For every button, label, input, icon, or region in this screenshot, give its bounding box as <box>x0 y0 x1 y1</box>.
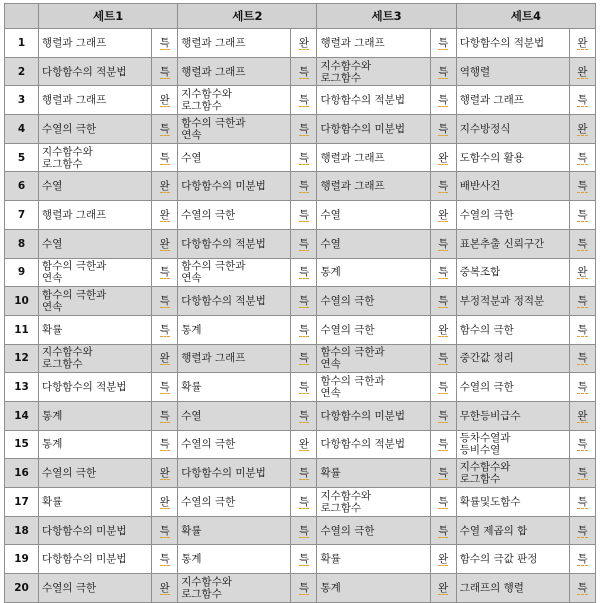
type-tag-cell <box>430 258 456 287</box>
type-tag-cell <box>152 29 178 58</box>
type-tag-cell <box>430 201 456 230</box>
type-tag: 완 <box>159 208 170 221</box>
type-tag: 특 <box>298 266 310 279</box>
topic-cell: 다항함수의 미분법 <box>317 401 430 430</box>
type-tag: 특 <box>298 409 310 422</box>
type-tag: 완 <box>438 323 449 336</box>
type-tag: 특 <box>438 467 449 480</box>
type-tag: 특 <box>577 495 588 508</box>
type-tag-cell <box>291 344 317 373</box>
type-tag: 특 <box>577 381 588 394</box>
type-tag-cell <box>430 459 456 488</box>
type-tag-cell <box>569 29 595 58</box>
topic-cell: 다항함수의 미분법 <box>178 172 291 201</box>
topic-cell: 다항함수의 적분법 <box>317 86 430 115</box>
topic-cell: 지수함수와 로그함수 <box>39 143 152 172</box>
type-tag: 특 <box>577 94 588 107</box>
topic-cell: 확률 <box>39 315 152 344</box>
type-tag: 특 <box>159 524 170 537</box>
topic-cell: 수열의 극한 <box>317 516 430 545</box>
table-row <box>5 258 596 287</box>
type-tag-cell <box>291 201 317 230</box>
type-tag-cell <box>569 488 595 517</box>
topic-cell: 행렬과 그래프 <box>317 29 430 58</box>
type-tag: 특 <box>577 467 588 480</box>
type-tag: 특 <box>438 180 449 193</box>
type-tag: 특 <box>298 581 310 594</box>
table-row <box>5 344 596 373</box>
table-row <box>5 229 596 258</box>
type-tag: 특 <box>298 524 310 537</box>
topic-cell: 다항함수의 미분법 <box>317 115 430 144</box>
type-tag-cell <box>430 430 456 459</box>
topic-cell: 행렬과 그래프 <box>178 344 291 373</box>
type-tag-cell <box>152 344 178 373</box>
type-tag: 특 <box>298 323 310 336</box>
row-number: 4 <box>5 115 39 144</box>
type-tag-cell <box>430 545 456 574</box>
type-tag: 특 <box>298 237 310 250</box>
topic-cell: 수열의 극한 <box>456 373 569 402</box>
type-tag: 완 <box>298 36 310 49</box>
type-tag: 특 <box>438 94 449 107</box>
type-tag-cell <box>291 29 317 58</box>
type-tag: 완 <box>577 409 588 422</box>
topic-cell: 함수의 극한과 연속 <box>317 373 430 402</box>
type-tag-cell <box>291 258 317 287</box>
type-tag: 특 <box>577 295 588 308</box>
type-tag: 특 <box>298 180 310 193</box>
type-tag: 특 <box>438 36 449 49</box>
type-tag: 특 <box>159 36 170 49</box>
type-tag-cell <box>569 258 595 287</box>
topic-cell: 수열 <box>39 172 152 201</box>
type-tag: 완 <box>159 237 170 250</box>
type-tag: 특 <box>577 553 588 566</box>
type-tag-cell <box>430 172 456 201</box>
row-number: 8 <box>5 229 39 258</box>
type-tag: 완 <box>577 65 588 78</box>
type-tag: 완 <box>438 151 449 164</box>
type-tag-cell <box>291 172 317 201</box>
type-tag: 완 <box>298 438 310 451</box>
type-tag: 특 <box>438 295 449 308</box>
type-tag-cell <box>291 430 317 459</box>
topic-cell: 수열의 극한 <box>39 574 152 603</box>
type-tag: 특 <box>298 553 310 566</box>
type-tag-cell <box>569 401 595 430</box>
type-tag: 특 <box>438 381 449 394</box>
type-tag-cell <box>291 459 317 488</box>
row-number: 12 <box>5 344 39 373</box>
topic-cell: 통계 <box>317 574 430 603</box>
type-tag: 특 <box>438 65 449 78</box>
type-tag-cell <box>430 315 456 344</box>
table-body <box>5 29 596 603</box>
type-tag: 완 <box>159 495 170 508</box>
table-header <box>5 4 596 29</box>
table-row <box>5 287 596 316</box>
type-tag: 특 <box>159 266 170 279</box>
topic-cell: 수열의 극한 <box>317 287 430 316</box>
topic-cell: 행렬과 그래프 <box>178 29 291 58</box>
topic-cell: 부정적분과 정적분 <box>456 287 569 316</box>
topic-cell: 다항함수의 적분법 <box>39 57 152 86</box>
type-tag-cell <box>569 172 595 201</box>
type-tag-cell <box>152 172 178 201</box>
topic-cell: 함수의 극한 <box>456 315 569 344</box>
type-tag: 특 <box>577 151 588 164</box>
header-set-2: 세트2 <box>178 4 317 29</box>
type-tag-cell <box>291 373 317 402</box>
topic-cell: 확률 <box>317 545 430 574</box>
topic-cell: 수열의 극한 <box>317 315 430 344</box>
type-tag-cell <box>291 143 317 172</box>
type-tag-cell <box>569 229 595 258</box>
row-number: 15 <box>5 430 39 459</box>
type-tag-cell <box>430 143 456 172</box>
type-tag: 특 <box>438 495 449 508</box>
type-tag: 특 <box>438 438 449 451</box>
topic-cell: 행렬과 그래프 <box>317 172 430 201</box>
type-tag-cell <box>152 287 178 316</box>
topic-cell: 통계 <box>178 315 291 344</box>
type-tag: 특 <box>577 581 588 594</box>
type-tag: 특 <box>298 94 310 107</box>
topic-cell: 함수의 극한과 연속 <box>178 258 291 287</box>
topic-cell: 지수함수와 로그함수 <box>317 57 430 86</box>
topic-cell: 그래프의 행렬 <box>456 574 569 603</box>
type-tag: 완 <box>159 180 170 193</box>
type-tag-cell <box>291 516 317 545</box>
type-tag: 특 <box>438 352 449 365</box>
topic-cell: 수열의 극한 <box>178 488 291 517</box>
type-tag-cell <box>152 315 178 344</box>
topic-cell: 다항함수의 미분법 <box>39 545 152 574</box>
topic-cell: 무한등비급수 <box>456 401 569 430</box>
type-tag-cell <box>152 86 178 115</box>
topic-cell: 함수의 극한과 연속 <box>39 287 152 316</box>
type-tag-cell <box>569 373 595 402</box>
type-tag: 특 <box>298 151 310 164</box>
type-tag-cell <box>152 143 178 172</box>
topic-cell: 통계 <box>39 401 152 430</box>
type-tag-cell <box>152 574 178 603</box>
table-row <box>5 516 596 545</box>
type-tag: 완 <box>577 266 588 279</box>
topic-cell: 도함수의 활용 <box>456 143 569 172</box>
topic-cell: 통계 <box>39 430 152 459</box>
topic-cell: 지수함수와 로그함수 <box>317 488 430 517</box>
type-tag-cell <box>152 201 178 230</box>
topic-cell: 다항함수의 적분법 <box>178 229 291 258</box>
topic-cell: 수열 제곱의 합 <box>456 516 569 545</box>
type-tag: 완 <box>159 352 170 365</box>
topic-cell: 행렬과 그래프 <box>39 201 152 230</box>
row-number: 9 <box>5 258 39 287</box>
type-tag-cell <box>291 86 317 115</box>
row-number: 10 <box>5 287 39 316</box>
type-tag-cell <box>152 430 178 459</box>
type-tag-cell <box>430 115 456 144</box>
topic-cell: 행렬과 그래프 <box>178 57 291 86</box>
type-tag-cell <box>569 115 595 144</box>
type-tag: 특 <box>577 323 588 336</box>
problem-set-table <box>4 3 596 603</box>
type-tag: 특 <box>159 553 170 566</box>
topic-cell: 통계 <box>178 545 291 574</box>
type-tag-cell <box>430 488 456 517</box>
table-row <box>5 373 596 402</box>
topic-cell: 행렬과 그래프 <box>456 86 569 115</box>
type-tag: 특 <box>438 237 449 250</box>
topic-cell: 다항함수의 적분법 <box>456 29 569 58</box>
topic-cell: 지수방정식 <box>456 115 569 144</box>
topic-cell: 확률 <box>39 488 152 517</box>
header-row <box>5 4 596 29</box>
type-tag: 특 <box>159 381 170 394</box>
topic-cell: 배반사건 <box>456 172 569 201</box>
type-tag: 특 <box>159 151 170 164</box>
topic-cell: 수열의 극한 <box>39 459 152 488</box>
topic-cell: 행렬과 그래프 <box>39 86 152 115</box>
topic-cell: 행렬과 그래프 <box>39 29 152 58</box>
type-tag: 특 <box>159 438 170 451</box>
table-row <box>5 315 596 344</box>
type-tag-cell <box>569 143 595 172</box>
topic-cell: 확률 <box>317 459 430 488</box>
type-tag-cell <box>152 115 178 144</box>
table-row <box>5 143 596 172</box>
type-tag-cell <box>569 344 595 373</box>
topic-cell: 지수함수와 로그함수 <box>178 86 291 115</box>
type-tag: 특 <box>577 438 588 451</box>
type-tag: 특 <box>159 65 170 78</box>
row-number: 6 <box>5 172 39 201</box>
type-tag: 특 <box>577 352 588 365</box>
topic-cell: 수열 <box>178 401 291 430</box>
table-row <box>5 545 596 574</box>
type-tag: 특 <box>298 381 310 394</box>
type-tag: 특 <box>438 524 449 537</box>
row-number: 14 <box>5 401 39 430</box>
type-tag: 특 <box>298 352 310 365</box>
topic-cell: 확률 <box>178 373 291 402</box>
type-tag-cell <box>430 287 456 316</box>
type-tag: 특 <box>159 295 170 308</box>
type-tag: 완 <box>159 581 170 594</box>
type-tag: 특 <box>577 180 588 193</box>
row-number: 5 <box>5 143 39 172</box>
type-tag-cell <box>569 430 595 459</box>
type-tag-cell <box>291 229 317 258</box>
table-row <box>5 488 596 517</box>
type-tag-cell <box>430 86 456 115</box>
topic-cell: 수열 <box>317 201 430 230</box>
topic-cell: 다항함수의 적분법 <box>178 287 291 316</box>
topic-cell: 수열 <box>178 143 291 172</box>
type-tag-cell <box>152 545 178 574</box>
topic-cell: 통계 <box>317 258 430 287</box>
type-tag-cell <box>152 57 178 86</box>
row-number: 17 <box>5 488 39 517</box>
type-tag: 특 <box>159 122 170 135</box>
type-tag: 완 <box>438 208 449 221</box>
table-row <box>5 57 596 86</box>
type-tag-cell <box>430 401 456 430</box>
type-tag-cell <box>569 315 595 344</box>
type-tag: 완 <box>438 581 449 594</box>
type-tag: 특 <box>298 122 310 135</box>
topic-cell: 확률 <box>178 516 291 545</box>
row-number: 2 <box>5 57 39 86</box>
type-tag-cell <box>152 229 178 258</box>
type-tag: 완 <box>159 94 170 107</box>
type-tag-cell <box>291 401 317 430</box>
type-tag: 완 <box>577 122 588 135</box>
type-tag-cell <box>291 545 317 574</box>
topic-cell: 등차수열과 등비수열 <box>456 430 569 459</box>
topic-cell: 역행렬 <box>456 57 569 86</box>
type-tag-cell <box>291 287 317 316</box>
type-tag: 특 <box>159 323 170 336</box>
table-row <box>5 172 596 201</box>
topic-cell: 함수의 극한과 연속 <box>39 258 152 287</box>
topic-cell: 함수의 극한과 연속 <box>178 115 291 144</box>
type-tag-cell <box>569 201 595 230</box>
row-number: 7 <box>5 201 39 230</box>
type-tag-cell <box>291 57 317 86</box>
table-row <box>5 401 596 430</box>
type-tag: 특 <box>438 266 449 279</box>
row-number: 20 <box>5 574 39 603</box>
header-set-3: 세트3 <box>317 4 456 29</box>
topic-cell: 다항함수의 적분법 <box>39 373 152 402</box>
type-tag-cell <box>152 459 178 488</box>
topic-cell: 수열의 극한 <box>178 201 291 230</box>
table-row <box>5 574 596 603</box>
type-tag: 특 <box>577 237 588 250</box>
topic-cell: 중복조합 <box>456 258 569 287</box>
type-tag-cell <box>569 86 595 115</box>
type-tag: 특 <box>298 208 310 221</box>
topic-cell: 다항함수의 미분법 <box>39 516 152 545</box>
type-tag-cell <box>152 401 178 430</box>
topic-cell: 지수함수와 로그함수 <box>178 574 291 603</box>
type-tag: 특 <box>438 122 449 135</box>
type-tag-cell <box>152 488 178 517</box>
header-corner <box>5 4 39 29</box>
type-tag-cell <box>291 488 317 517</box>
type-tag-cell <box>569 516 595 545</box>
table-row <box>5 459 596 488</box>
table-row <box>5 29 596 58</box>
topic-cell: 지수함수와 로그함수 <box>456 459 569 488</box>
topic-cell: 다항함수의 적분법 <box>317 430 430 459</box>
row-number: 16 <box>5 459 39 488</box>
type-tag: 특 <box>298 295 310 308</box>
type-tag-cell <box>152 373 178 402</box>
type-tag: 특 <box>298 65 310 78</box>
type-tag-cell <box>430 57 456 86</box>
table-row <box>5 201 596 230</box>
topic-cell: 함수의 극값 판정 <box>456 545 569 574</box>
type-tag: 완 <box>577 36 588 49</box>
topic-cell: 수열의 극한 <box>39 115 152 144</box>
topic-cell: 행렬과 그래프 <box>317 143 430 172</box>
type-tag-cell <box>569 57 595 86</box>
type-tag-cell <box>291 115 317 144</box>
topic-cell: 수열의 극한 <box>178 430 291 459</box>
type-tag: 특 <box>298 467 310 480</box>
type-tag: 특 <box>159 409 170 422</box>
header-set-1: 세트1 <box>39 4 178 29</box>
row-number: 11 <box>5 315 39 344</box>
document-page <box>4 3 596 603</box>
topic-cell: 지수함수와 로그함수 <box>39 344 152 373</box>
row-number: 1 <box>5 29 39 58</box>
table-row <box>5 86 596 115</box>
type-tag-cell <box>152 258 178 287</box>
topic-cell: 확률및도함수 <box>456 488 569 517</box>
topic-cell: 표본추출 신뢰구간 <box>456 229 569 258</box>
type-tag-cell <box>569 574 595 603</box>
topic-cell: 수열 <box>39 229 152 258</box>
topic-cell: 수열 <box>317 229 430 258</box>
type-tag-cell <box>430 516 456 545</box>
type-tag-cell <box>569 545 595 574</box>
type-tag: 완 <box>159 467 170 480</box>
type-tag-cell <box>291 315 317 344</box>
type-tag-cell <box>430 229 456 258</box>
topic-cell: 함수의 극한과 연속 <box>317 344 430 373</box>
topic-cell: 다항함수의 미분법 <box>178 459 291 488</box>
type-tag: 특 <box>298 495 310 508</box>
row-number: 19 <box>5 545 39 574</box>
table-row <box>5 115 596 144</box>
type-tag: 특 <box>438 409 449 422</box>
type-tag-cell <box>291 574 317 603</box>
type-tag-cell <box>569 459 595 488</box>
type-tag: 특 <box>577 208 588 221</box>
row-number: 3 <box>5 86 39 115</box>
row-number: 18 <box>5 516 39 545</box>
type-tag: 특 <box>577 524 588 537</box>
type-tag-cell <box>430 373 456 402</box>
topic-cell: 수열의 극한 <box>456 201 569 230</box>
type-tag-cell <box>430 574 456 603</box>
type-tag-cell <box>569 287 595 316</box>
header-set-4: 세트4 <box>456 4 595 29</box>
topic-cell: 중간값 정리 <box>456 344 569 373</box>
row-number: 13 <box>5 373 39 402</box>
type-tag-cell <box>430 29 456 58</box>
type-tag-cell <box>152 516 178 545</box>
type-tag-cell <box>430 344 456 373</box>
type-tag: 완 <box>438 553 449 566</box>
table-row <box>5 430 596 459</box>
